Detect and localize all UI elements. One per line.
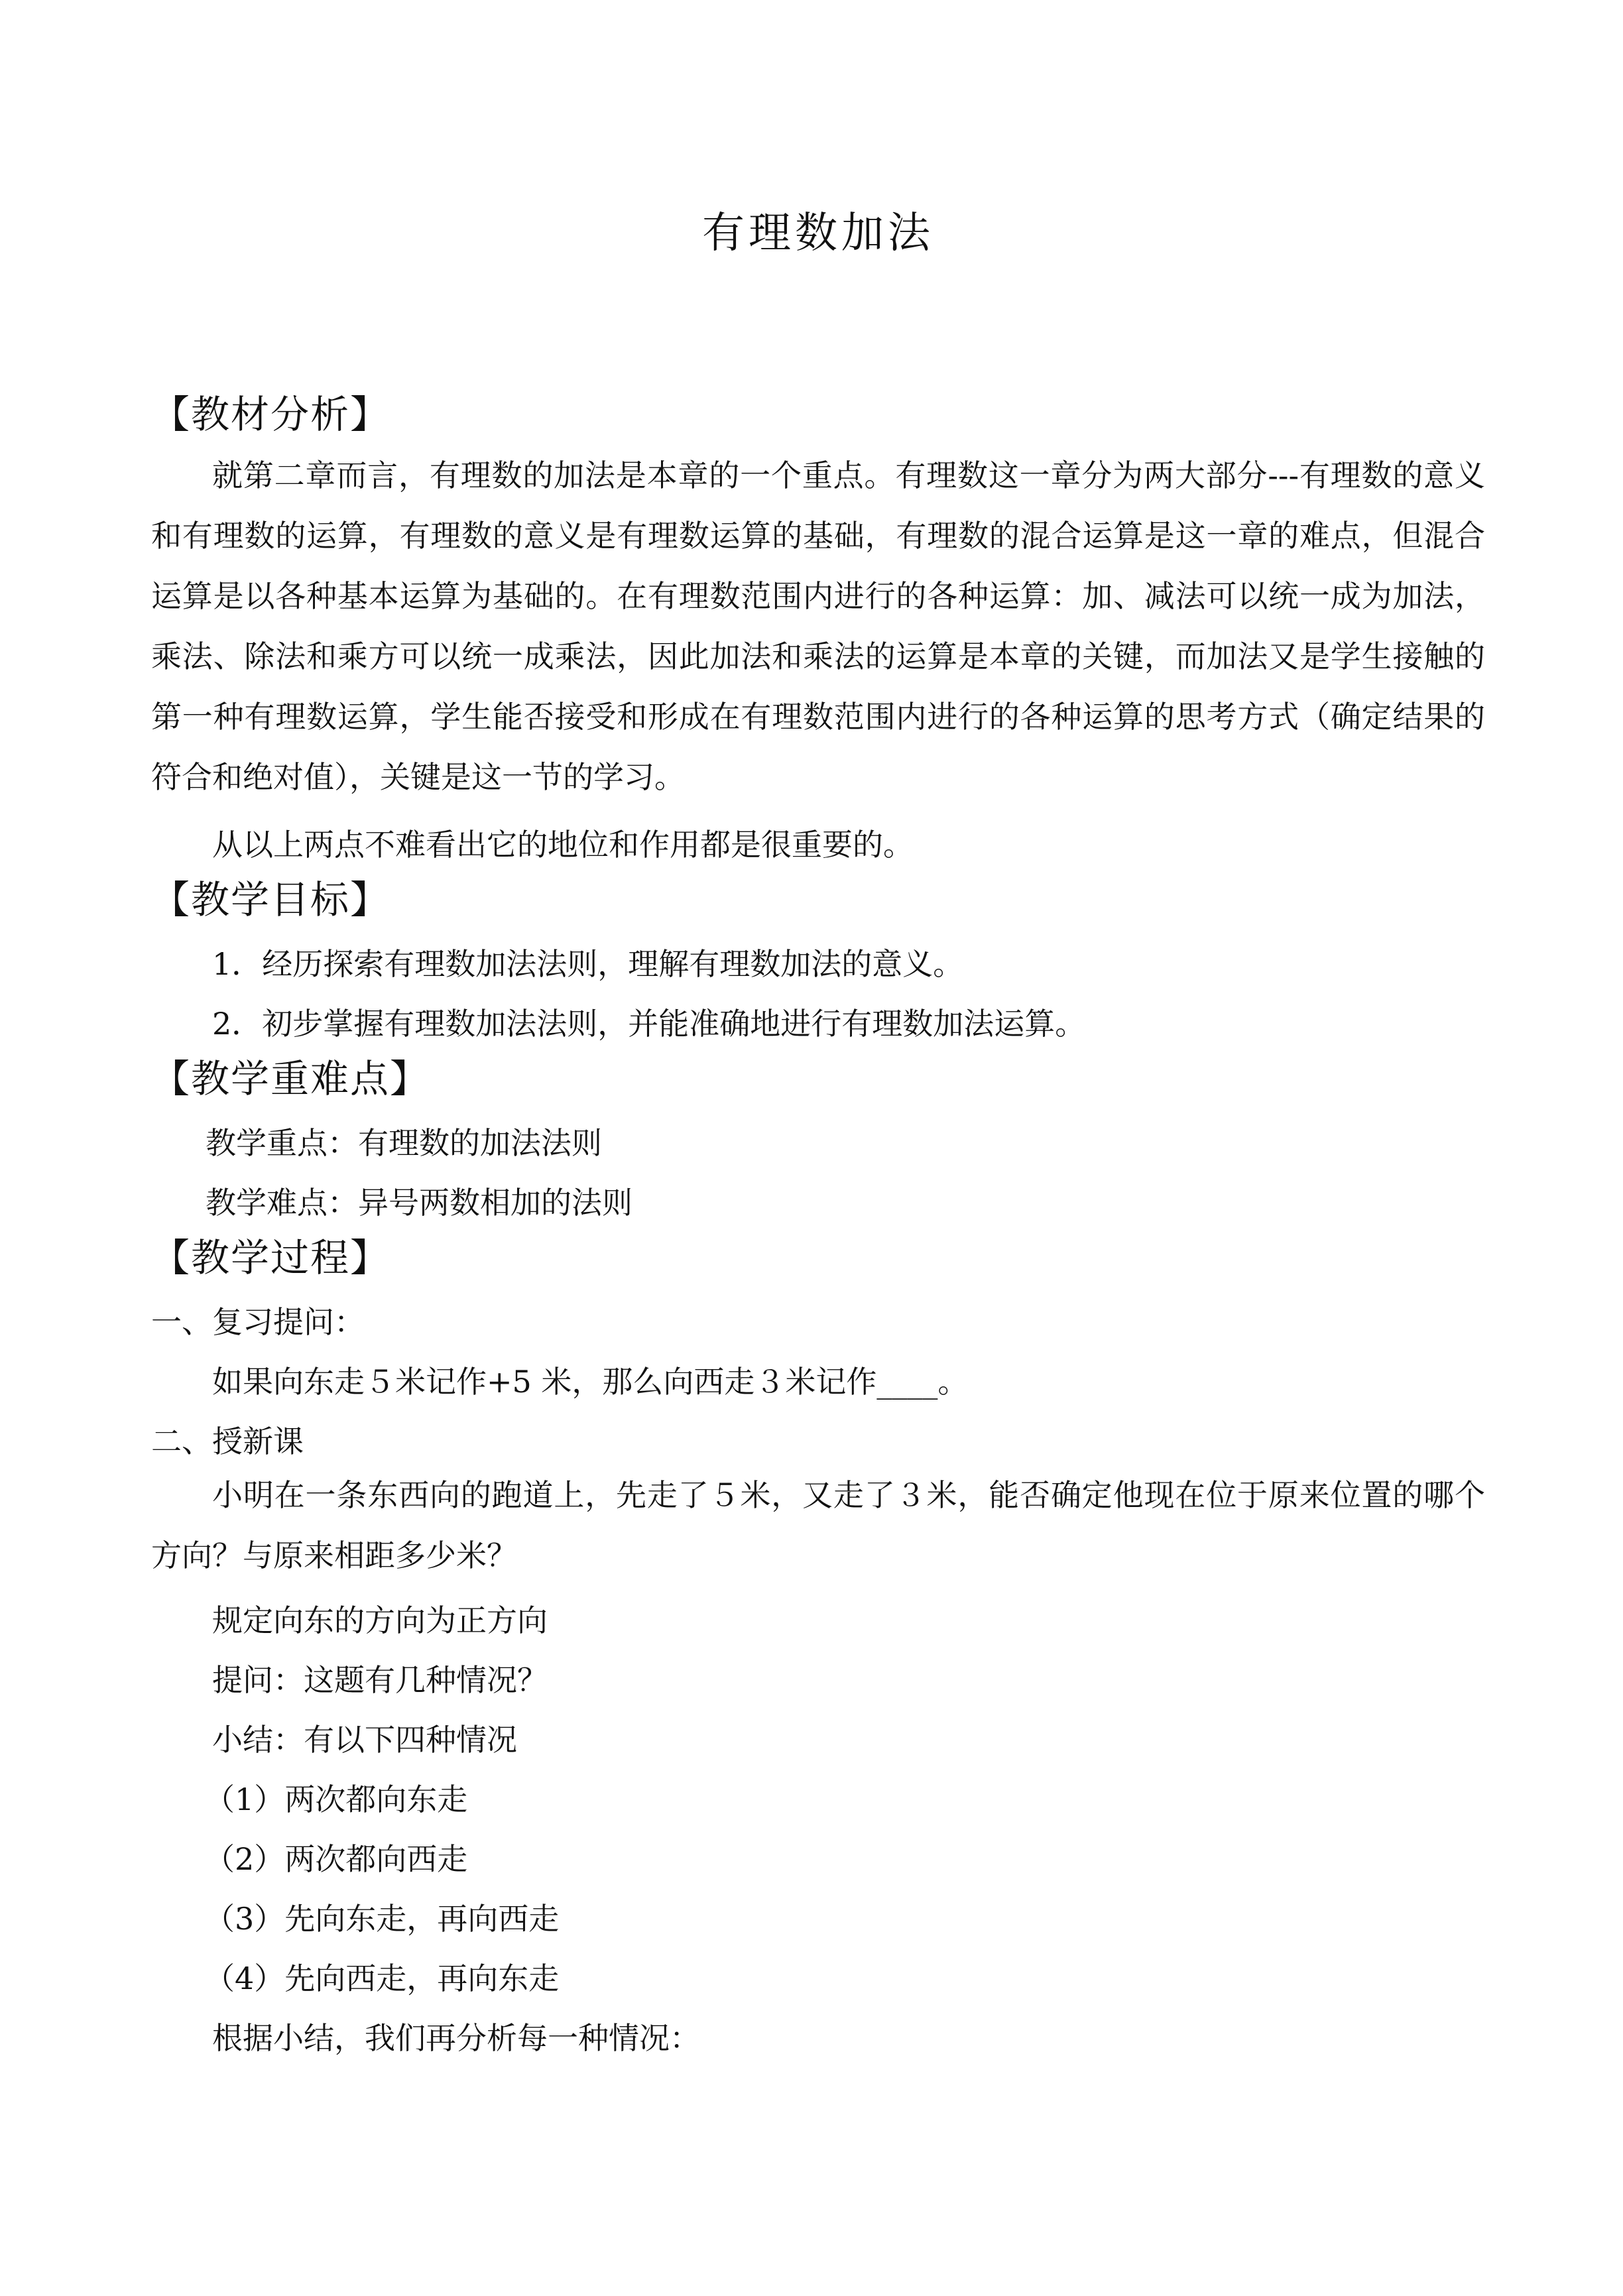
heading-key-points: 【教学重难点】 (151, 1056, 430, 1101)
case-item-1: （1）两次都向东走 (204, 1782, 468, 1817)
heading-analysis: 【教材分析】 (151, 392, 391, 437)
review-question-title: 一、复习提问： (151, 1304, 365, 1340)
case-item-3: （3）先向东走，再向西走 (204, 1901, 560, 1937)
direction-rule: 规定向东的方向为正方向 (212, 1602, 548, 1638)
goal-item-2: 2．初步掌握有理数加法法则，并能准确地进行有理数加法运算。 (212, 1006, 1086, 1042)
question-text: 提问：这题有几种情况？ (212, 1662, 548, 1698)
teaching-focus: 教学重点：有理数的加法法则 (206, 1125, 602, 1161)
new-lesson-paragraph: 小明在一条东西向的跑道上，先走了５米，又走了３米，能否确定他现在位于原来位置的哪个方向？与原来相距多少米？ (151, 1477, 1485, 1573)
new-lesson-title: 二、授新课 (151, 1423, 304, 1459)
teaching-difficulty: 教学难点：异号两数相加的法则 (206, 1185, 632, 1221)
closing-text: 根据小结，我们再分析每一种情况： (212, 2020, 700, 2056)
case-item-2: （2）两次都向西走 (204, 1841, 468, 1877)
analysis-paragraph: 就第二章而言，有理数的加法是本章的一个重点。有理数这一章分为两大部分---有理数的意义和有理数的运算，有理数的意义是有理数运算的基础，有理数的混合运算是这一章的难点，但混合运算是以各种基本运算为基础的。在有理数范围内进行的各种运算：加、减法可以统一成为加法，乘法、除法和乘方可以统一成乘法，因此加法和乘法的运算是本章的关键，而加法又是学生接触的第一种有理数运算，学生能否接受和形成在有理数范围内进行的各种运算的思考方式（确定结果的符合和绝对值），关键是这一节的学习。 (151, 457, 1485, 795)
heading-process: 【教学过程】 (151, 1235, 391, 1280)
document-title: 有理数加法 (702, 209, 934, 258)
summary-text: 小结：有以下四种情况 (212, 1722, 517, 1758)
goal-item-1: 1．经历探索有理数加法法则，理解有理数加法的意义。 (212, 946, 964, 982)
heading-goals: 【教学目标】 (151, 877, 391, 922)
case-item-4: （4）先向西走，再向东走 (204, 1961, 560, 1996)
analysis-conclusion: 从以上两点不难看出它的地位和作用都是很重要的。 (212, 827, 914, 863)
review-question-text: 如果向东走５米记作+5 米，那么向西走３米记作____。 (212, 1364, 969, 1400)
